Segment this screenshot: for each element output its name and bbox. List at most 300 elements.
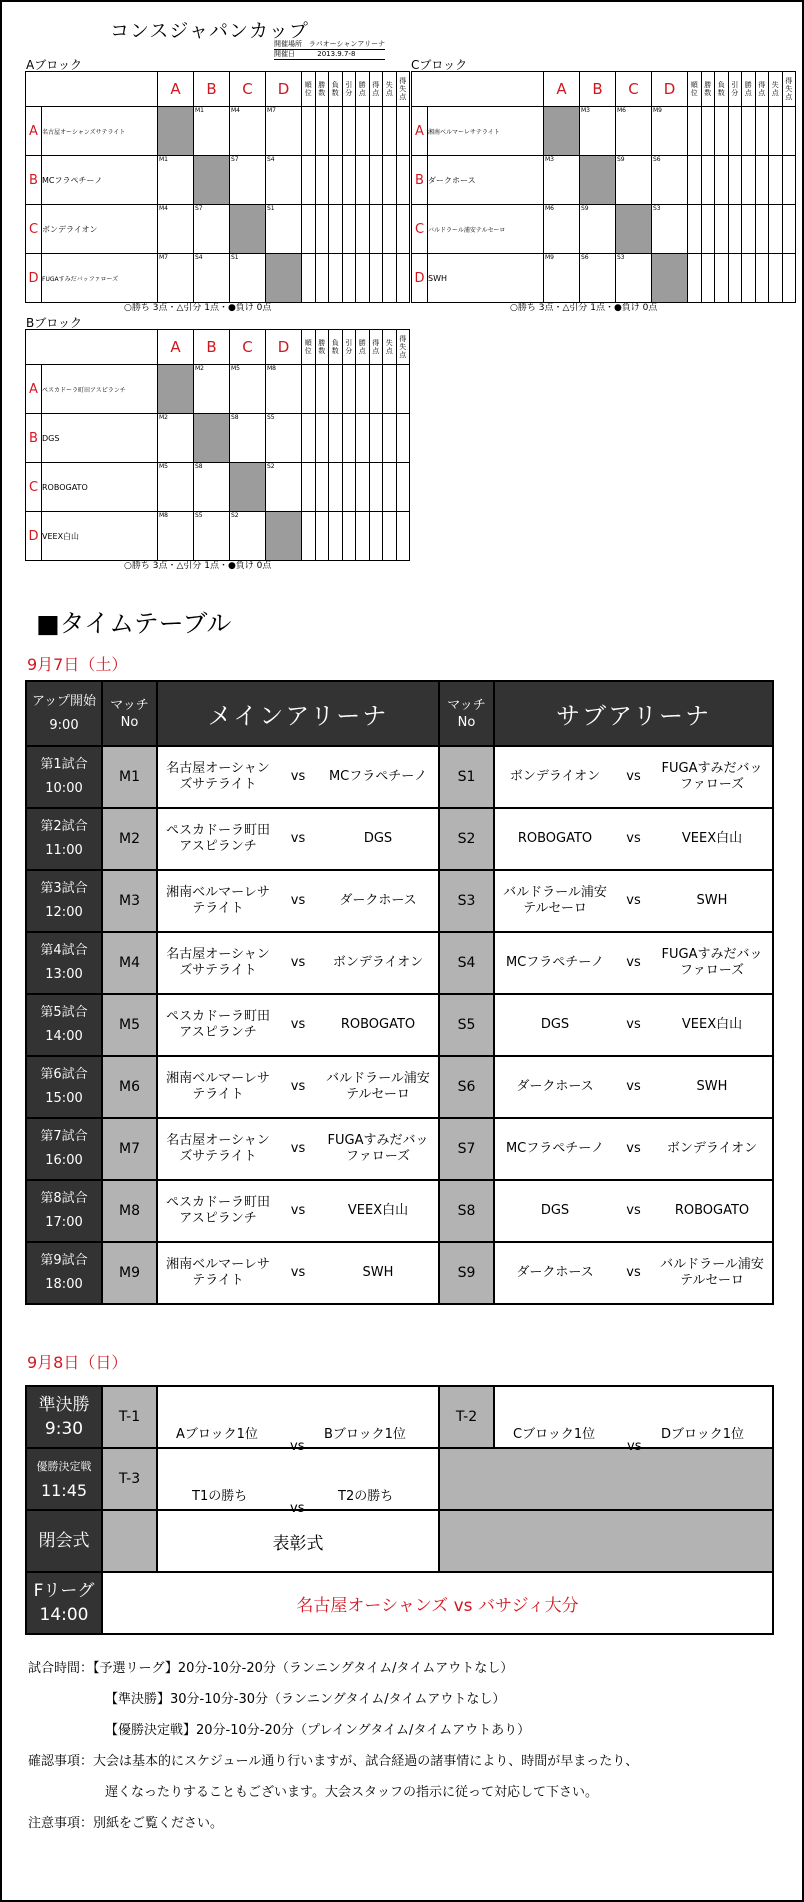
- match-cell: M8: [158, 512, 194, 561]
- home-team: 湘南ベルマーレサテライト: [166, 1257, 270, 1288]
- match-cell: M7: [158, 254, 194, 303]
- match-no: M3: [102, 870, 157, 932]
- league-row: [26, 107, 410, 156]
- league-row: [26, 414, 410, 463]
- standing-cell: [742, 254, 756, 303]
- standing-cell: [728, 156, 742, 205]
- away-team: バルドラール浦安テルセーロ: [660, 1257, 764, 1288]
- standing-cell: [356, 205, 370, 254]
- notes-section: [28, 1653, 638, 1839]
- game-time: 14:00: [45, 1029, 83, 1044]
- row-letter: C: [412, 205, 428, 254]
- game-time: 18:00: [45, 1277, 83, 1292]
- team-name: DGS: [42, 414, 158, 463]
- home-team: ペスカドーラ町田アスピランチ: [165, 1009, 270, 1040]
- standing-cell: [356, 414, 370, 463]
- standing-cell: [342, 512, 356, 561]
- standing-cell: [701, 156, 715, 205]
- points-legend: ○勝ち 3点・△引分 1点・●負け 0点: [124, 303, 272, 313]
- standing-cell: [688, 156, 702, 205]
- league-row: [26, 205, 410, 254]
- self-cell: [544, 107, 580, 156]
- match-no: M7: [102, 1118, 157, 1180]
- sub-match-cell: [494, 994, 773, 1056]
- standing-header: 順位: [302, 330, 316, 365]
- match-cell: M2: [194, 365, 230, 414]
- self-cell: [194, 414, 230, 463]
- match-cell: S4: [194, 254, 230, 303]
- game-cell: [26, 870, 102, 932]
- away-team: SWH: [696, 893, 728, 908]
- home-team: ボンデライオン: [509, 769, 601, 784]
- match-no: S2: [439, 808, 494, 870]
- team-name: 湘南ベルマーレサテライト: [428, 107, 544, 156]
- game-label: 第8試合: [40, 1191, 88, 1206]
- standing-cell: [329, 512, 343, 561]
- home-team: DGS: [540, 1017, 570, 1032]
- match-cell: S5: [266, 414, 302, 463]
- match-cell: S1: [266, 205, 302, 254]
- warmup-label: アップ開始: [31, 693, 97, 709]
- standing-cell: [755, 156, 769, 205]
- standing-cell: [769, 254, 783, 303]
- standing-cell: [315, 205, 329, 254]
- fleague-match: 名古屋オーシャンズ vs バサジィ大分: [102, 1572, 773, 1634]
- match-cell: S3: [616, 254, 652, 303]
- timetable-row: [26, 994, 773, 1056]
- points-legend: ○勝ち 3点・△引分 1点・●負け 0点: [124, 561, 272, 571]
- standing-cell: [782, 205, 796, 254]
- row-letter: D: [26, 512, 42, 561]
- home-team: 湘南ベルマーレサテライト: [166, 1071, 270, 1102]
- fleague-row: [26, 1572, 773, 1634]
- sub-match-cell: [494, 1180, 773, 1242]
- standing-cell: [356, 463, 370, 512]
- standing-cell: [369, 254, 383, 303]
- away-team: FUGAすみだバッファローズ: [661, 761, 763, 792]
- fleague-time: 14:00: [39, 1605, 89, 1625]
- empty-cell: [439, 1510, 773, 1572]
- standing-header: 負数: [329, 330, 343, 365]
- match-no: T-2: [439, 1386, 494, 1448]
- page-title: コンスジャパンカップ: [110, 20, 309, 42]
- league-header-row: [26, 72, 410, 107]
- standing-cell: [342, 107, 356, 156]
- standing-cell: [383, 107, 397, 156]
- team-name: SWH: [428, 254, 544, 303]
- main-match-cell: [157, 808, 439, 870]
- team-column-header: A: [158, 330, 194, 365]
- standing-cell: [742, 156, 756, 205]
- home-team: 名古屋オーシャンズサテライト: [166, 947, 270, 978]
- standing-cell: [329, 156, 343, 205]
- match-cell: S3: [652, 205, 688, 254]
- match-no: T-1: [102, 1386, 157, 1448]
- venue-label: 開催場所: [274, 40, 302, 48]
- league-header-row: [26, 330, 410, 365]
- match-cell: S2: [230, 512, 266, 561]
- away-team: VEEX白山: [681, 831, 743, 846]
- standing-header: 引分: [342, 72, 356, 107]
- team-column-header: A: [158, 72, 194, 107]
- game-time: 15:00: [45, 1091, 83, 1106]
- team-column-header: A: [544, 72, 580, 107]
- game-time: 12:00: [45, 905, 83, 920]
- timetable-row: [26, 746, 773, 808]
- main-match-cell: [157, 994, 439, 1056]
- away-team: ダークホース: [339, 893, 417, 908]
- day2-timetable: [25, 1385, 774, 1635]
- standing-cell: [342, 205, 356, 254]
- match-cell: S1: [230, 254, 266, 303]
- standing-cell: [728, 107, 742, 156]
- team-column-header: B: [580, 72, 616, 107]
- match-cell: M6: [616, 107, 652, 156]
- row-letter: B: [412, 156, 428, 205]
- standing-header: 負数: [715, 72, 729, 107]
- standing-cell: [396, 463, 410, 512]
- standing-cell: [342, 365, 356, 414]
- standing-cell: [701, 107, 715, 156]
- standing-cell: [302, 463, 316, 512]
- standing-cell: [342, 463, 356, 512]
- closing-label: 閉会式: [26, 1510, 102, 1572]
- match-cell: [157, 1448, 439, 1516]
- standing-cell: [701, 254, 715, 303]
- standing-cell: [715, 156, 729, 205]
- match-no: S4: [439, 932, 494, 994]
- away-team: SWH: [362, 1265, 394, 1280]
- standing-header: 勝数: [701, 72, 715, 107]
- standing-cell: [315, 107, 329, 156]
- home-team: 名古屋オーシャンズサテライト: [166, 1133, 270, 1164]
- standing-cell: [369, 205, 383, 254]
- away-team: バルドラール浦安テルセーロ: [326, 1071, 430, 1102]
- match-cell: S8: [230, 414, 266, 463]
- match-cell: S6: [580, 254, 616, 303]
- sub-match-cell: [494, 1056, 773, 1118]
- game-label: 第5試合: [40, 1005, 88, 1020]
- standing-cell: [302, 365, 316, 414]
- standing-header: 順位: [302, 72, 316, 107]
- row-letter: D: [26, 254, 42, 303]
- row-letter: B: [26, 156, 42, 205]
- vs-label: vs: [290, 1439, 305, 1454]
- home-team: ペスカドーラ町田アスピランチ: [165, 823, 270, 854]
- match-cell: S5: [194, 512, 230, 561]
- standing-cell: [728, 205, 742, 254]
- self-cell: [616, 205, 652, 254]
- self-cell: [194, 156, 230, 205]
- standing-header: 勝数: [315, 330, 329, 365]
- corner-cell: [26, 330, 158, 365]
- vs-label: vs: [626, 1017, 641, 1032]
- block-a-label: Aブロック: [26, 58, 82, 72]
- vs-label: vs: [290, 1203, 306, 1218]
- main-match-cell: [157, 932, 439, 994]
- standing-cell: [329, 414, 343, 463]
- team-name: ROBOGATO: [42, 463, 158, 512]
- away-team: SWH: [696, 1079, 728, 1094]
- match-no: S1: [439, 746, 494, 808]
- match-cell: M5: [230, 365, 266, 414]
- match-no-header: マッチNo: [439, 681, 494, 746]
- standing-cell: [315, 512, 329, 561]
- corner-cell: [26, 72, 158, 107]
- block-b-label: Bブロック: [26, 316, 82, 330]
- standing-cell: [383, 463, 397, 512]
- standing-cell: [342, 156, 356, 205]
- standing-cell: [782, 254, 796, 303]
- standing-cell: [329, 205, 343, 254]
- home-team: ROBOGATO: [517, 831, 593, 846]
- team-name: ボンデライオン: [42, 205, 158, 254]
- semi-final-row: [26, 1386, 773, 1448]
- match-cell: S9: [616, 156, 652, 205]
- standing-cell: [782, 107, 796, 156]
- match-no: T-3: [102, 1448, 157, 1510]
- standing-header: 得点: [369, 330, 383, 365]
- sub-match-cell: [494, 808, 773, 870]
- standing-cell: [701, 205, 715, 254]
- league-row: [26, 512, 410, 561]
- standing-cell: [302, 205, 316, 254]
- match-cell: S4: [266, 156, 302, 205]
- timetable-row: [26, 1056, 773, 1118]
- game-label: 第1試合: [40, 757, 88, 772]
- game-cell: [26, 1056, 102, 1118]
- match-cell: S7: [194, 205, 230, 254]
- match-cell: M9: [544, 254, 580, 303]
- standing-cell: [369, 463, 383, 512]
- away-team: Dブロック1位: [661, 1427, 745, 1442]
- match-cell: [494, 1386, 773, 1454]
- standing-cell: [369, 414, 383, 463]
- vs-label: vs: [290, 831, 306, 846]
- standing-cell: [755, 205, 769, 254]
- league-row: [412, 254, 796, 303]
- home-team: Aブロック1位: [176, 1427, 258, 1442]
- row-letter: B: [26, 414, 42, 463]
- standing-cell: [715, 107, 729, 156]
- game-time: 16:00: [45, 1153, 83, 1168]
- match-cell: M3: [580, 107, 616, 156]
- home-team: ペスカドーラ町田アスピランチ: [165, 1195, 270, 1226]
- standing-cell: [302, 414, 316, 463]
- game-cell: [26, 1180, 102, 1242]
- standing-header: 勝点: [742, 72, 756, 107]
- empty-cell: [102, 1510, 157, 1572]
- away-team: DGS: [363, 831, 393, 846]
- standing-cell: [329, 365, 343, 414]
- vs-label: vs: [626, 1141, 641, 1156]
- match-cell: [157, 1386, 439, 1454]
- note-line: 【優勝決定戦】20分-10分-20分（プレイングタイム/タイムアウトあり）: [105, 1723, 531, 1738]
- game-time: 17:00: [45, 1215, 83, 1230]
- standing-cell: [315, 156, 329, 205]
- game-label: 第4試合: [40, 943, 88, 958]
- standing-cell: [383, 254, 397, 303]
- away-team: T2の勝ち: [338, 1489, 394, 1504]
- standing-header: 順位: [688, 72, 702, 107]
- team-name: 名古屋オーシャンズサテライト: [42, 107, 158, 156]
- row-letter: A: [26, 365, 42, 414]
- match-no: M8: [102, 1180, 157, 1242]
- vs-label: vs: [290, 1079, 306, 1094]
- standing-cell: [755, 254, 769, 303]
- home-team: T1の勝ち: [192, 1489, 248, 1504]
- game-label: 第2試合: [40, 819, 88, 834]
- team-name: ペスカドーラ町田アスピランチ: [42, 365, 158, 414]
- league-row: [26, 254, 410, 303]
- league-row: [412, 156, 796, 205]
- vs-label: vs: [290, 1017, 306, 1032]
- game-time: 11:00: [45, 843, 83, 858]
- row-letter: A: [412, 107, 428, 156]
- closing-event: 表彰式: [157, 1510, 439, 1572]
- standing-cell: [369, 512, 383, 561]
- vs-label: vs: [626, 1203, 641, 1218]
- home-team: ダークホース: [516, 1079, 594, 1094]
- standing-cell: [369, 365, 383, 414]
- game-label: 第3試合: [40, 881, 88, 896]
- match-no: S6: [439, 1056, 494, 1118]
- standing-cell: [396, 365, 410, 414]
- standing-cell: [302, 107, 316, 156]
- match-no: M5: [102, 994, 157, 1056]
- standing-cell: [383, 156, 397, 205]
- timetable-row: [26, 932, 773, 994]
- vs-label: vs: [626, 955, 641, 970]
- vs-label: vs: [626, 769, 641, 784]
- home-team: ダークホース: [516, 1265, 594, 1280]
- fleague-label-cell: [26, 1572, 102, 1634]
- final-label-cell: [26, 1448, 102, 1510]
- home-team: MCフラペチーノ: [505, 955, 605, 970]
- final-row: [26, 1448, 773, 1510]
- game-time: 10:00: [45, 781, 83, 796]
- away-team: FUGAすみだバッファローズ: [661, 947, 763, 978]
- standing-cell: [396, 414, 410, 463]
- standing-cell: [769, 205, 783, 254]
- match-no: S5: [439, 994, 494, 1056]
- team-name: ダークホース: [428, 156, 544, 205]
- semi-final-time: 9:30: [44, 1419, 84, 1439]
- league-table: [25, 329, 410, 561]
- block-c-label: Cブロック: [411, 58, 468, 72]
- standing-cell: [742, 107, 756, 156]
- main-match-cell: [157, 1118, 439, 1180]
- timetable-row: [26, 1118, 773, 1180]
- away-team: ボンデライオン: [332, 955, 424, 970]
- self-cell: [230, 463, 266, 512]
- vs-label: vs: [290, 1501, 305, 1516]
- match-no: S9: [439, 1242, 494, 1304]
- timetable-row: [26, 1242, 773, 1304]
- main-arena-header: メインアリーナ: [157, 681, 439, 746]
- vs-label: vs: [626, 1079, 641, 1094]
- sub-arena-header: サブアリーナ: [494, 681, 773, 746]
- standing-header: 引分: [728, 72, 742, 107]
- standing-cell: [383, 205, 397, 254]
- league-row: [26, 463, 410, 512]
- game-label: 第7試合: [40, 1129, 88, 1144]
- main-match-cell: [157, 1056, 439, 1118]
- match-no: M9: [102, 1242, 157, 1304]
- match-cell: M5: [158, 463, 194, 512]
- league-row: [412, 205, 796, 254]
- game-cell: [26, 932, 102, 994]
- standing-header: 失点: [383, 330, 397, 365]
- standing-cell: [396, 107, 410, 156]
- vs-label: vs: [290, 1141, 306, 1156]
- match-cell: S2: [266, 463, 302, 512]
- match-cell: M1: [194, 107, 230, 156]
- game-time: 13:00: [45, 967, 83, 982]
- sub-match-cell: [494, 1118, 773, 1180]
- self-cell: [652, 254, 688, 303]
- standing-cell: [396, 512, 410, 561]
- vs-label: vs: [290, 769, 306, 784]
- team-column-header: B: [194, 330, 230, 365]
- standing-cell: [329, 463, 343, 512]
- closing-row: [26, 1510, 773, 1572]
- standing-cell: [383, 414, 397, 463]
- standing-header: 得失点: [396, 72, 410, 107]
- game-label: 第9試合: [40, 1253, 88, 1268]
- corner-cell: [412, 72, 544, 107]
- standing-cell: [356, 254, 370, 303]
- away-team: FUGAすみだバッファローズ: [327, 1133, 429, 1164]
- row-letter: A: [26, 107, 42, 156]
- home-team: MCフラペチーノ: [505, 1141, 605, 1156]
- match-cell: M7: [266, 107, 302, 156]
- standing-cell: [755, 107, 769, 156]
- timetable-title: ■タイムテーブル: [36, 609, 232, 638]
- standing-cell: [688, 205, 702, 254]
- date-value: 2013.9.7-8: [317, 50, 356, 58]
- standing-cell: [769, 107, 783, 156]
- standing-header: 勝点: [356, 72, 370, 107]
- self-cell: [230, 205, 266, 254]
- main-match-cell: [157, 1180, 439, 1242]
- game-label: 第6試合: [40, 1067, 88, 1082]
- team-name: MCフラペチーノ: [42, 156, 158, 205]
- standing-cell: [769, 156, 783, 205]
- away-team: ROBOGATO: [340, 1017, 416, 1032]
- away-team: ボンデライオン: [666, 1141, 758, 1156]
- standing-cell: [329, 107, 343, 156]
- self-cell: [580, 156, 616, 205]
- game-cell: [26, 1118, 102, 1180]
- timetable-row: [26, 808, 773, 870]
- standing-header: 失点: [383, 72, 397, 107]
- away-team: ROBOGATO: [674, 1203, 750, 1218]
- away-team: VEEX白山: [681, 1017, 743, 1032]
- note-line: 遅くなったりすることもございます。大会スタッフの指示に従って対応して下さい。: [105, 1785, 598, 1800]
- match-cell: M6: [544, 205, 580, 254]
- row-letter: C: [26, 463, 42, 512]
- team-name: バルドラール浦安テルセーロ: [428, 205, 544, 254]
- sub-match-cell: [494, 870, 773, 932]
- standing-header: 得点: [755, 72, 769, 107]
- match-no: M2: [102, 808, 157, 870]
- semi-final-label-cell: [26, 1386, 102, 1448]
- vs-label: vs: [290, 1265, 306, 1280]
- note-line: 確認事項：大会は基本的にスケジュール通り行いますが、試合経過の諸事情により、時間が早まったり、: [28, 1754, 639, 1769]
- league-table: [411, 71, 796, 303]
- standing-header: 失点: [769, 72, 783, 107]
